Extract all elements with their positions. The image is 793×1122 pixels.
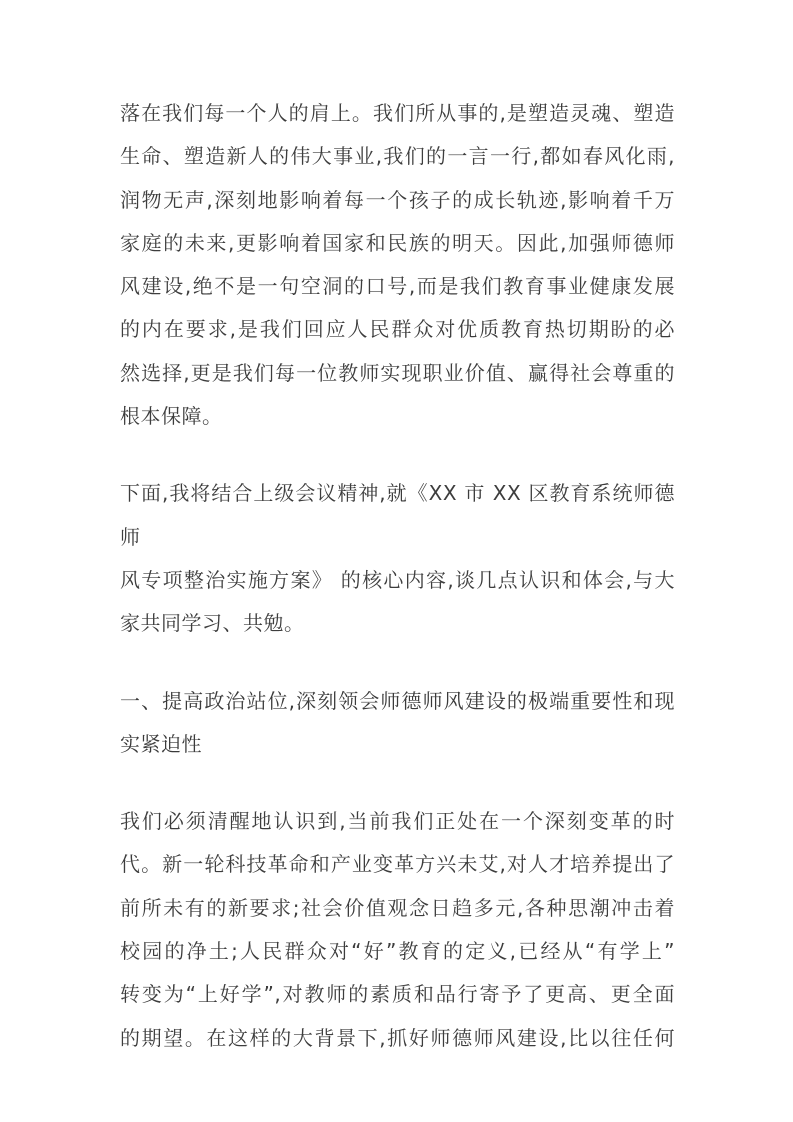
text-line: 风建设,绝不是一句空洞的口号,而是我们教育事业健康发展 <box>120 274 675 299</box>
text-line: 一、提高政治站位,深刻领会师德师风建设的极端重要性和现 <box>120 688 675 713</box>
section-heading <box>120 680 675 767</box>
text-line: 前所未有的新要求;社会价值观念日趋多元,各种思潮冲击着 <box>120 895 675 920</box>
text-line: 然选择,更是我们每一位教师实现职业价值、赢得社会尊重的 <box>120 360 675 385</box>
text-line: 的内在要求,是我们回应人民群众对优质教育热切期盼的必 <box>120 317 675 342</box>
text-line: 风专项整治实施方案》 的核心内容,谈几点认识和体会,与大 <box>120 567 675 592</box>
text-line: 生命、塑造新人的伟大事业,我们的一言一行,都如春风化雨, <box>120 144 675 169</box>
text-line: 根本保障。 <box>120 404 223 429</box>
paragraph <box>120 800 675 1060</box>
text-line: 家庭的未来,更影响着国家和民族的明天。因此,加强师德师 <box>120 230 675 255</box>
text-line: 转变为“上好学”,对教师的素质和品行寄予了更高、更全面 <box>120 982 675 1007</box>
text-line: 家共同学习、共勉。 <box>120 611 305 636</box>
text-line: 我们必须清醒地认识到,当前我们正处在一个深刻变革的时 <box>120 809 675 834</box>
text-line: 实紧迫性 <box>120 731 202 756</box>
text-line: 润物无声,深刻地影响着每一个孩子的成长轨迹,影响着千万 <box>120 187 675 212</box>
text-line: 落在我们每一个人的肩上。我们所从事的,是塑造灵魂、塑造 <box>120 101 675 125</box>
document-page-content <box>120 92 675 1060</box>
paragraph <box>120 472 675 645</box>
paragraph <box>120 92 675 438</box>
text-line: 代。新一轮科技革命和产业变革方兴未艾,对人才培养提出了 <box>120 852 675 877</box>
text-line: 下面,我将结合上级会议精神,就《XX 市 XX 区教育系统师德师 <box>120 481 675 549</box>
text-line: 校园的净土;人民群众对“好”教育的定义,已经从“有学上” <box>120 939 675 964</box>
text-line: 的期望。在这样的大背景下,抓好师德师风建设,比以往任何 <box>120 1025 675 1050</box>
